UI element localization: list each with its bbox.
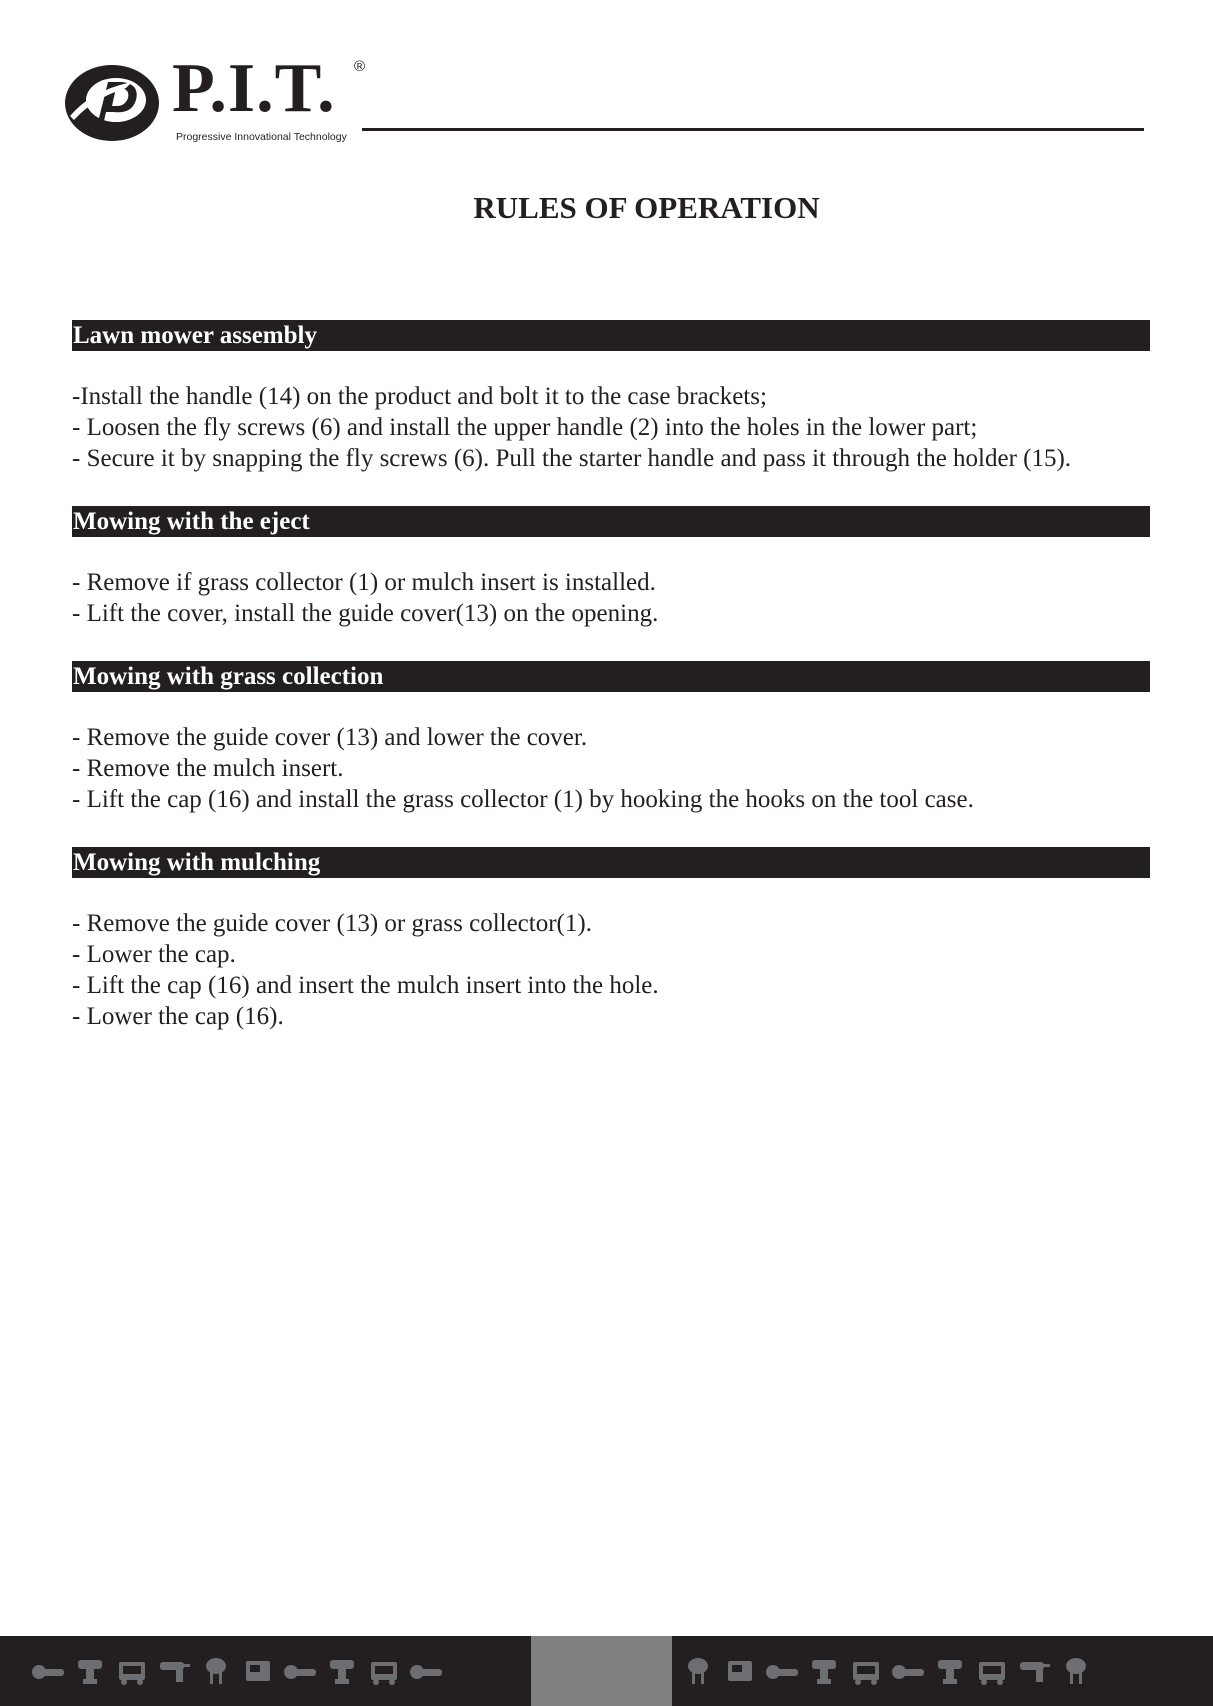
section-mowing-with-mulching (72, 847, 1150, 1032)
concrete-mixer-icon (680, 1652, 716, 1688)
instruction-line: - Loosen the fly screws (6) and install the upper handle (2) into the holes in the lower part; (72, 414, 978, 441)
footer-page-block (531, 1636, 672, 1706)
concrete-mixer-icon (198, 1652, 234, 1688)
welder-icon (722, 1652, 758, 1688)
instruction-line: - Lower the cap. (72, 941, 236, 968)
rotary-hammer-icon (156, 1652, 192, 1688)
registered-mark: ® (354, 58, 366, 75)
angle-grinder-icon (764, 1652, 800, 1688)
section-mowing-with-grass-collection (72, 661, 1150, 815)
instruction-line: - Lift the cover, install the guide cover(13) on the opening. (72, 600, 659, 627)
instruction-line: - Lower the cap (16). (72, 1003, 284, 1030)
concrete-mixer-icon (1058, 1652, 1094, 1688)
angle-grinder-icon (30, 1652, 66, 1688)
instruction-line: - Remove if grass collector (1) or mulch insert is installed. (72, 569, 656, 596)
footer-tools-right (680, 1652, 1094, 1692)
section-heading: Mowing with the eject (72, 506, 1150, 537)
instruction-line: - Remove the mulch insert. (72, 755, 344, 782)
generator-icon (974, 1652, 1010, 1688)
section-heading: Mowing with mulching (72, 847, 1150, 878)
instruction-line: - Remove the guide cover (13) or grass collector(1). (72, 910, 592, 937)
cordless-drill-icon (806, 1652, 842, 1688)
generator-icon (366, 1652, 402, 1688)
page-title: RULES OF OPERATION (473, 190, 820, 225)
rotary-hammer-icon (1016, 1652, 1052, 1688)
section-lawn-mower-assembly (72, 320, 1150, 474)
angle-grinder-icon (282, 1652, 318, 1688)
instruction-line: - Remove the guide cover (13) and lower the cover. (72, 724, 588, 751)
header-rule (362, 128, 1144, 131)
section-heading: Mowing with grass collection (72, 661, 1150, 692)
instruction-line: - Lift the cap (16) and insert the mulch insert into the hole. (72, 972, 659, 999)
cordless-drill-icon (324, 1652, 360, 1688)
cordless-drill-icon (932, 1652, 968, 1688)
page-header (62, 50, 1144, 148)
brand-tagline: Progressive Innovational Technology (176, 131, 347, 143)
section-mowing-with-eject (72, 506, 1150, 629)
generator-icon (848, 1652, 884, 1688)
angle-grinder-icon (408, 1652, 444, 1688)
brand-logo-text: P.I.T. (172, 50, 336, 127)
instruction-line: - Secure it by snapping the fly screws (6). Pull the starter handle and pass it through the holder (15). (72, 445, 1072, 472)
angle-grinder-icon (890, 1652, 926, 1688)
instruction-line: - Lift the cap (16) and install the grass collector (1) by hooking the hooks on the tool case. (72, 786, 974, 813)
section-heading: Lawn mower assembly (72, 320, 1150, 351)
welder-icon (240, 1652, 276, 1688)
generator-icon (114, 1652, 150, 1688)
pit-logo-icon (62, 60, 162, 146)
footer-tools-left (30, 1652, 444, 1692)
cordless-drill-icon (72, 1652, 108, 1688)
footer-band (0, 1636, 1213, 1706)
instruction-line: -Install the handle (14) on the product and bolt it to the case brackets; (72, 383, 767, 410)
